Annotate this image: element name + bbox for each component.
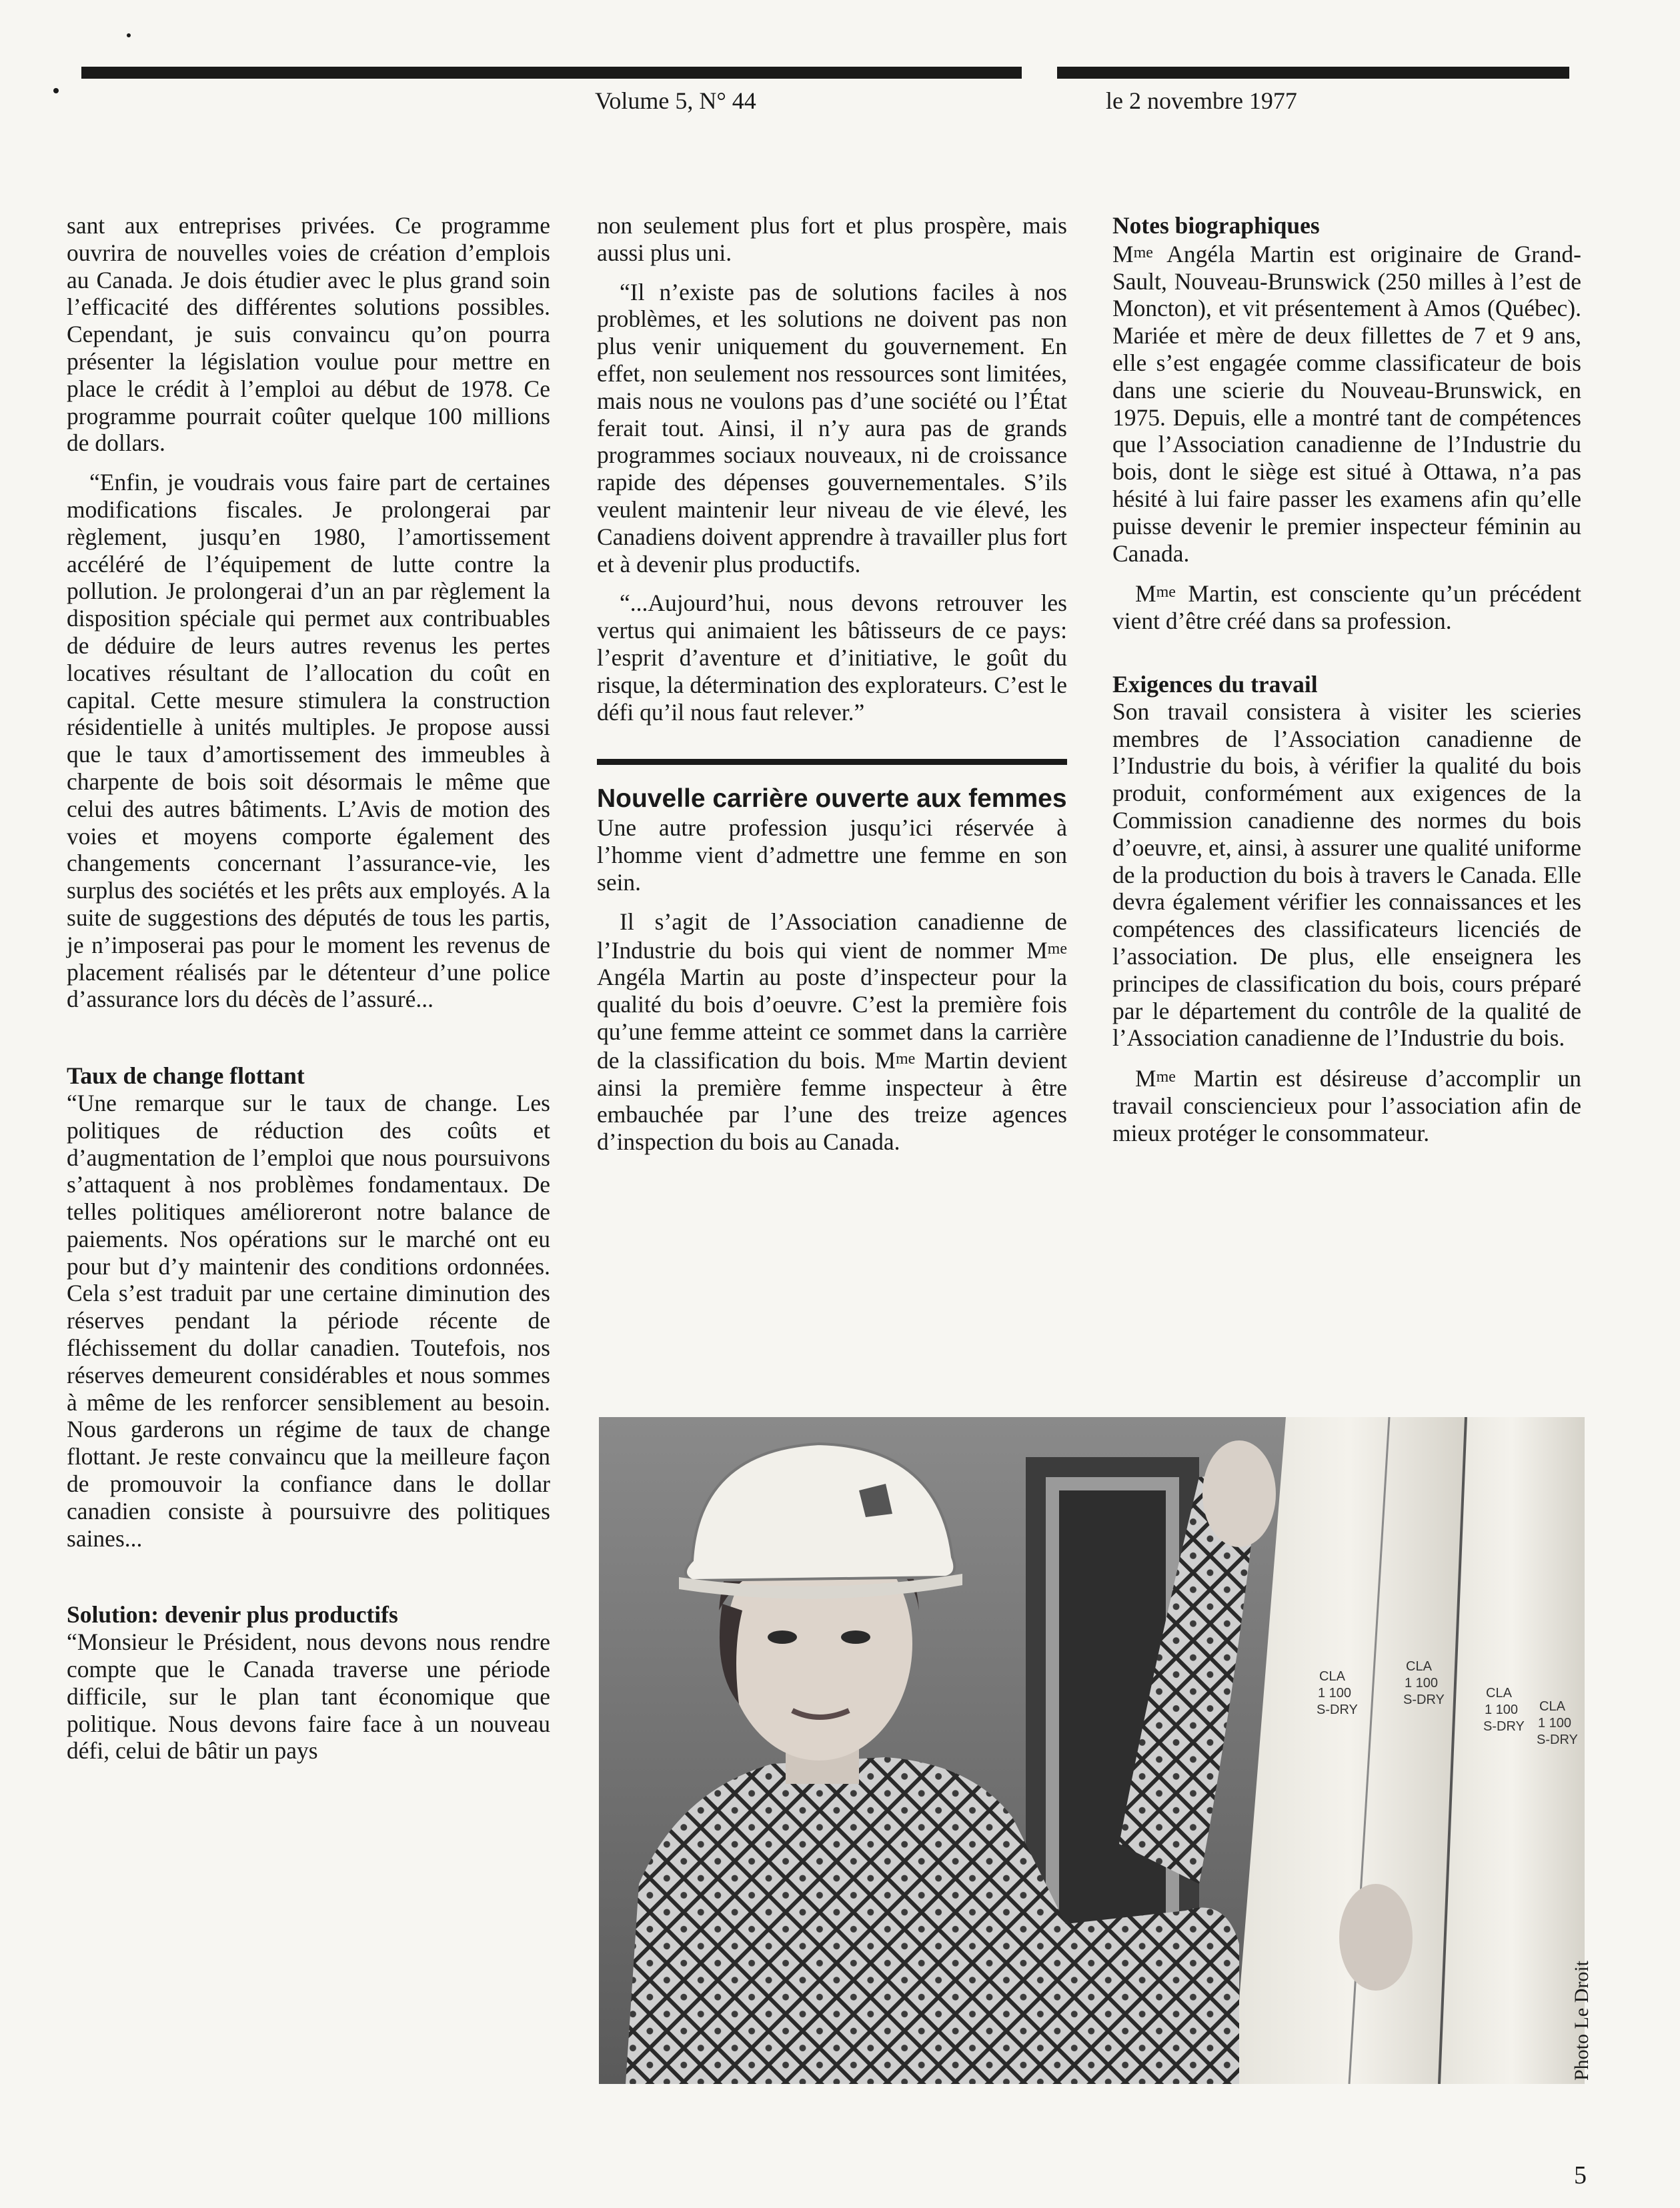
- column-3: [1112, 212, 1581, 1147]
- paragraph: [1112, 579, 1581, 635]
- text-run: Martin, est consciente qu’un précédent vient d’être créé dans sa profession.: [1112, 580, 1581, 635]
- paragraph: “...Aujourd’hui, nous devons retrouver les vertus qui animaient les bâtisseurs de ce pays: l’esprit d’aventure et d’initiative, le goût du risque, la détermination des explorateurs. C’est le défi qu’il nous faut relever.”: [597, 590, 1067, 726]
- text-run: Angéla Martin est originaire de Grand-Sault, Nouveau-Brunswick (250 milles à l’est de Moncton), et vit présentement à Amos (Québec). Mariée et mère de deux fillettes de 7 et 9 ans, elle s’est engagée comme classificateur de bois dans une scierie du Nouveau-Brunswick, en 1975. Depuis, elle a montré tant de compétences que l’Association canadienne de l’Industrie du bois, dont le siège est situé à Ottawa, n’a pas hésité à lui faire passer les examens afin qu’elle puisse devenir le premier inspecteur féminin au Canada.: [1112, 240, 1581, 567]
- lumber-stamp: 1 100: [1485, 1703, 1519, 1717]
- section-rule: [597, 759, 1067, 765]
- subheading: Exigences du travail: [1112, 670, 1318, 698]
- subheading: Taux de change flottant: [67, 1062, 305, 1090]
- honorific-me: me: [1133, 243, 1153, 261]
- paragraph: Une autre profession jusqu’ici réservée à l’homme vient d’admettre une femme en son sein.: [597, 814, 1067, 896]
- lumber-stamp: S-DRY: [1403, 1693, 1445, 1707]
- article-title: Nouvelle carrière ouverte aux femmes: [597, 784, 1067, 814]
- masthead-rule-right: [1057, 67, 1569, 79]
- eye: [768, 1630, 797, 1644]
- eye: [841, 1630, 870, 1644]
- paragraph: [1112, 239, 1581, 568]
- lumber-stamp: 1 100: [1405, 1676, 1439, 1691]
- photo-woman-inspector: [599, 1417, 1585, 2084]
- scan-speck: [53, 88, 59, 93]
- paragraph: “Une remarque sur le taux de change. Les politiques de réduction des coûts et d’augmentation de l’emploi que nous poursuivons s’attaquent à nos problèmes fondamentaux. De telles politiques amélioreront notre balance de paiements. Nos opérations sur le marché ont eu pour but d’y maintenir des conditions ordonnées. Cela s’est traduit par une certaine diminution des réserves pendant la période récente de fléchissement du dollar canadien. Toutefois, nos réserves demeurent considérables et nous sommes à même de les renforcer sensiblement au besoin. Nous garderons un régime de taux de change flottant. Je reste convaincu que la meilleure façon de promouvoir la confiance dans le dollar canadien consiste à poursuivre des politiques saines...: [67, 1089, 550, 1552]
- spacer: [67, 1552, 550, 1601]
- text-run: Martin devient ainsi la première femme inspecteur à être embauchée par l’une des treize agences d’inspection du bois au Canada.: [597, 1046, 1067, 1156]
- hand-on-board: [1339, 1884, 1413, 1991]
- honorific-m: M: [874, 1046, 896, 1074]
- honorific-m: M: [1112, 240, 1134, 267]
- text-run: Il s’agit de l’Association canadienne de l’Industrie du bois qui vient de nommer: [597, 908, 1067, 964]
- lumber-stamp: S-DRY: [1483, 1719, 1525, 1734]
- honorific: [874, 1047, 915, 1074]
- paragraph: [597, 908, 1067, 1156]
- lumber-stamp: CLA: [1486, 1686, 1512, 1701]
- masthead-rule-left: [81, 67, 1022, 79]
- spacer: [67, 1013, 550, 1062]
- honorific-m: M: [1026, 936, 1048, 964]
- subheading: Notes biographiques: [1112, 212, 1320, 239]
- honorific: [1026, 937, 1067, 964]
- photo-illustration: [599, 1417, 1585, 2084]
- paragraph: sant aux entreprises privées. Ce programme ouvrira de nouvelles voies de création d’emplois au Canada. Je dois étudier avec le plus grand soin l’efficacité des différentes solutions possibles. Cependant, je suis convaincu qu’on pourra présenter la législation voulue pour mettre en place le crédit à l’emploi au début de 1978. Ce programme pourrait coûter quelque 100 millions de dollars.: [67, 212, 550, 457]
- paragraph: non seulement plus fort et plus prospère, mais aussi plus uni.: [597, 212, 1067, 266]
- lumber-stamp: 1 100: [1538, 1716, 1572, 1731]
- lumber-stamp: S-DRY: [1317, 1703, 1358, 1717]
- paragraph: “Monsieur le Président, nous devons nous rendre compte que le Canada traverse une période difficile, sur le plan tant économique que politique. Nous devons faire face à un nouveau défi, celui de bâtir un pays: [67, 1628, 550, 1765]
- honorific-me: me: [1156, 1068, 1176, 1086]
- text-run: Martin est désireuse d’accomplir un travail consciencieux pour l’association afin de mieux protéger le consommateur.: [1112, 1065, 1581, 1146]
- photo-credit: Photo Le Droit: [1571, 1961, 1593, 2081]
- text-run: Angéla Martin au poste d’inspecteur pour la qualité du bois d’oeuvre. C’est la première fois qu’une femme atteint ce sommet dans la carrière de la classification du bois.: [597, 964, 1067, 1074]
- page-number: 5: [1574, 2161, 1587, 2189]
- hand-on-board: [1202, 1440, 1276, 1547]
- honorific: [1112, 241, 1153, 267]
- issue-date: le 2 novembre 1977: [1106, 87, 1297, 114]
- lumber-stamp: 1 100: [1318, 1686, 1352, 1701]
- honorific-m: M: [1135, 580, 1156, 608]
- honorific-me: me: [1047, 940, 1067, 958]
- scan-speck: [127, 33, 131, 37]
- issue-volume: Volume 5, N° 44: [595, 87, 756, 114]
- honorific-m: M: [1135, 1065, 1156, 1092]
- spacer: [1112, 635, 1581, 671]
- honorific-me: me: [1156, 584, 1176, 602]
- lumber-stamp: CLA: [1406, 1659, 1432, 1674]
- paragraph: [1112, 1064, 1581, 1146]
- paragraph: “Enfin, je voudrais vous faire part de certaines modifications fiscales. Je prolongerai par règlement, jusqu’en 1980, l’amortissement accéléré de l’équipement de lutte contre la pollution. Je prolongerai d’un an par règlement la disposition spéciale qui permet aux contribuables de déduire de leurs autres revenus les pertes locatives résultant de l’allocation du coût en capital. Cette mesure stimulera la construction résidentielle à unités multiples. Je propose aussi que le taux d’amortissement des immeubles à charpente de bois soit désormais le même que celui des autres bâtiments. L’Avis de motion des voies et moyens comporte également des changements concernant l’assurance-vie, les surplus des sociétés et les prêts aux employés. A la suite de suggestions des députés de tous les partis, je n’imposerai pas pour le moment les revenus de placement réalisés par le détenteur d’une police d’assurance lors du décès de l’assuré...: [67, 469, 550, 1013]
- column-2: [597, 212, 1067, 1156]
- honorific-me: me: [895, 1050, 916, 1068]
- lumber-stamp: CLA: [1539, 1699, 1565, 1714]
- subheading: Solution: devenir plus productifs: [67, 1601, 398, 1628]
- lumber-stamp: S-DRY: [1537, 1733, 1578, 1747]
- column-1: [67, 212, 550, 1765]
- lumber-stamp: CLA: [1319, 1669, 1345, 1684]
- paragraph: “Il n’existe pas de solutions faciles à nos problèmes, et les solutions ne doivent pas non plus venir uniquement du gouvernement. En effet, non seulement nos ressources sont limitées, mais nous ne voulons pas d’une société ou l’État ferait tout. Ainsi, il n’y aura pas de grands programmes sociaux nouveaux, ni de croissance rapide des dépenses gouvernementales. S’ils veulent maintenir leur niveau de vie élevé, les Canadiens doivent apprendre à travailler plus fort et à devenir plus productifs.: [597, 278, 1067, 578]
- paragraph: Son travail consistera à visiter les scieries membres de l’Association canadienne de l’Industrie du bois, à vérifier la qualité du bois produit, conformément aux exigences de la Commission canadienne des normes du bois d’oeuvre, et, ainsi, à assurer une qualité uniforme de la production du bois à travers le Canada. Elle devra également vérifier les connaissances et les compétences des classificateurs licenciés de l’association. De plus, elle enseignera les principes de classification du bois, cours préparé par le département du contrôle de la qualité de l’Association canadienne de l’Industrie du bois.: [1112, 698, 1581, 1052]
- honorific: [1135, 1065, 1176, 1092]
- honorific: [1135, 580, 1176, 607]
